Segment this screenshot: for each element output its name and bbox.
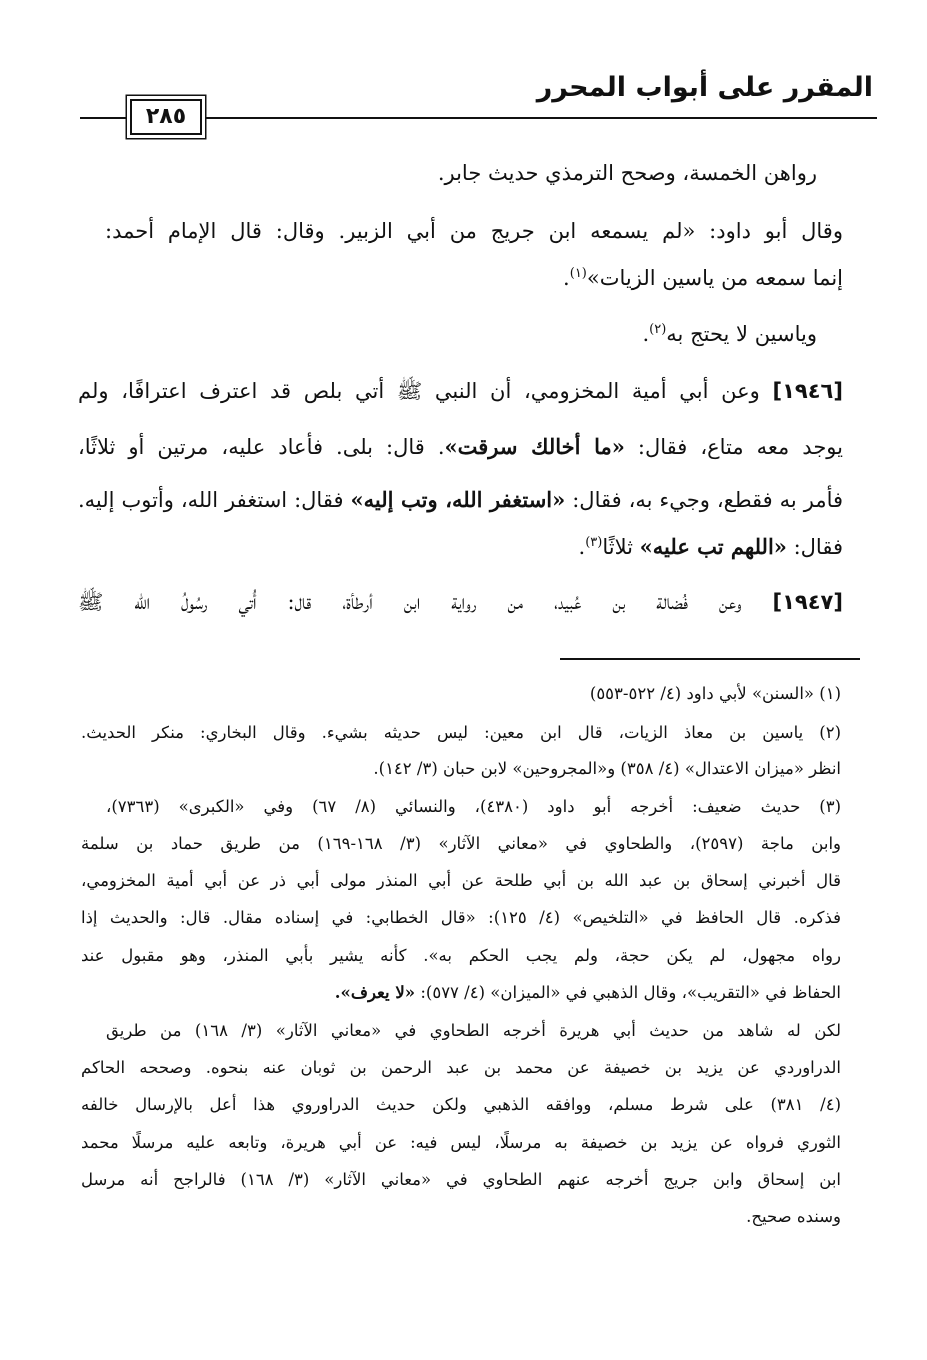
footnote-3-line-9: (٤/ ٣٨١) على شرط مسلم، ووافقه الذهبي ولكن حديث الدراوروي هذا أعل بالإرسال خالفه xyxy=(81,1095,841,1114)
footnote-3-line-1: (٣) حديث ضعيف: أخرجه أبو داود (٤٣٨٠)، والنسائي (٨/ ٦٧) وفي «الكبرى» (٧٣٦٣)، xyxy=(106,797,841,816)
footnote-1: (١) «السنن» لأبي داود (٤/ ٥٢٢-٥٥٣) xyxy=(589,684,841,703)
footnote-3-line-3: قال أخبرني إسحاق بن عبد الله بن أبي طلحة عن أبي المنذر مولى أبي ذر عن أبي أمية المخزومي، xyxy=(81,871,841,890)
footnote-3-line-7: لكن له شاهد من حديث أبي هريرة أخرجه الطحاوي في «معاني الآثار» (٣/ ١٦٨) من طريق xyxy=(106,1021,841,1040)
footnote-3-line-2: وابن ماجة (٢٥٩٧)، والطحاوي في «معاني الآثار» (٣/ ١٦٨-١٦٩) من طريق حماد بن سلمة xyxy=(81,834,842,853)
hadith-number-1946: [١٩٤٦] xyxy=(772,379,843,403)
footnote-3-line-4: فذكره. قال الحافظ في «التلخيص» (٤/ ١٢٥): «قال الخطابي: في إسناده مقال. قال: والحديث إذا xyxy=(81,908,842,927)
footnote-3-line-6: الحفاظ في «التقريب»، وقال الذهبي في «الميزان» (٤/ ٥٧٧): «لا يعرف». xyxy=(334,983,841,1002)
footnote-3-line-5: رواه مجهول، لم يكن حجة، ولم يجب الحكم به». كأنه يشير بأبي المنذر، وهو مقبول عند xyxy=(81,946,841,965)
footnote-ref-3: (٣) xyxy=(585,535,603,550)
body-line-4: وياسين لا يحتج به$^{(٢)}$. xyxy=(642,322,817,346)
body-line-2: وقال أبو داود: «لم يسمعه ابن جريج من أبي الزبير. وقال: قال الإمام أحمد: xyxy=(105,219,843,243)
page-number: ٢٨٥ xyxy=(130,99,202,135)
hadith-1946-line-1: [١٩٤٦] وعن أبي أمية المخزومي، أن النبي ﷺ أتي بلص قد اعترف اعترافًا، ولم xyxy=(78,379,843,403)
hadith-number-1947: [١٩٤٧] xyxy=(772,590,843,614)
body-line-1: رواهن الخمسة، وصحح الترمذي حديث جابر. xyxy=(437,161,817,185)
footnote-3-line-8: الدراوردي عن يزيد بن خصيفة عن محمد بن عبد الرحمن بن ثوبان عنه بنحوه. وصححه الحاكم xyxy=(81,1058,841,1077)
footnote-separator xyxy=(560,658,860,660)
footnote-ref-1: (١) xyxy=(569,266,587,281)
hadith-1947-line-1: [١٩٤٧] وعن فُضالة بن عُبيد، من رواية ابن أرطأة، قال: أُتي رسُولُ الله ﷺ xyxy=(78,590,843,614)
hadith-1946-line-3: فأمر به فقطع، وجيء به، فقال: «استغفر الله، وتب إليه» فقال: استغفر الله، وأتوب إليه. xyxy=(78,487,844,512)
footnote-2-line-2: انظر «ميزان الاعتدال» (٤/ ٣٥٨) و«المجروحين» لابن حبان (٣/ ١٤٢). xyxy=(373,759,841,778)
hadith-1946-line-4: فقال: «اللهم تب عليه» ثلاثًا$^{(٣)}$. xyxy=(578,534,843,559)
footnote-3-line-10: الثوري فرواه عن يزيد بن خصيفة به مرسلًا، ليس فيه: عن أبي هريرة، وتابعه عليه مرسلًا محمد xyxy=(81,1133,841,1152)
footnote-3-line-11: ابن إسحاق وابن جريج أخرجه عنهم الطحاوي في «معاني الآثار» (٣/ ١٦٨) فالراجح أنه مرسل xyxy=(81,1170,841,1189)
body-line-3: إنما سمعه من ياسين الزيات»$^{(١)}$. xyxy=(563,266,843,290)
footnote-ref-2: (٢) xyxy=(649,322,667,337)
hadith-1946-line-2: يوجد معه متاع، فقال: «ما أخالك سرقت». قال: بلى. فأعاد عليه، مرتين أو ثلاثًا، xyxy=(78,434,844,459)
footnote-3-line-12: وسنده صحيح. xyxy=(746,1207,841,1226)
running-header-title: المقرر على أبواب المحرر xyxy=(536,72,873,103)
footnote-2-line-1: (٢) ياسين بن معاذ الزيات، قال ابن معين: ليس حديثه بشيء. وقال البخاري: منكر الحديث. xyxy=(81,723,841,742)
